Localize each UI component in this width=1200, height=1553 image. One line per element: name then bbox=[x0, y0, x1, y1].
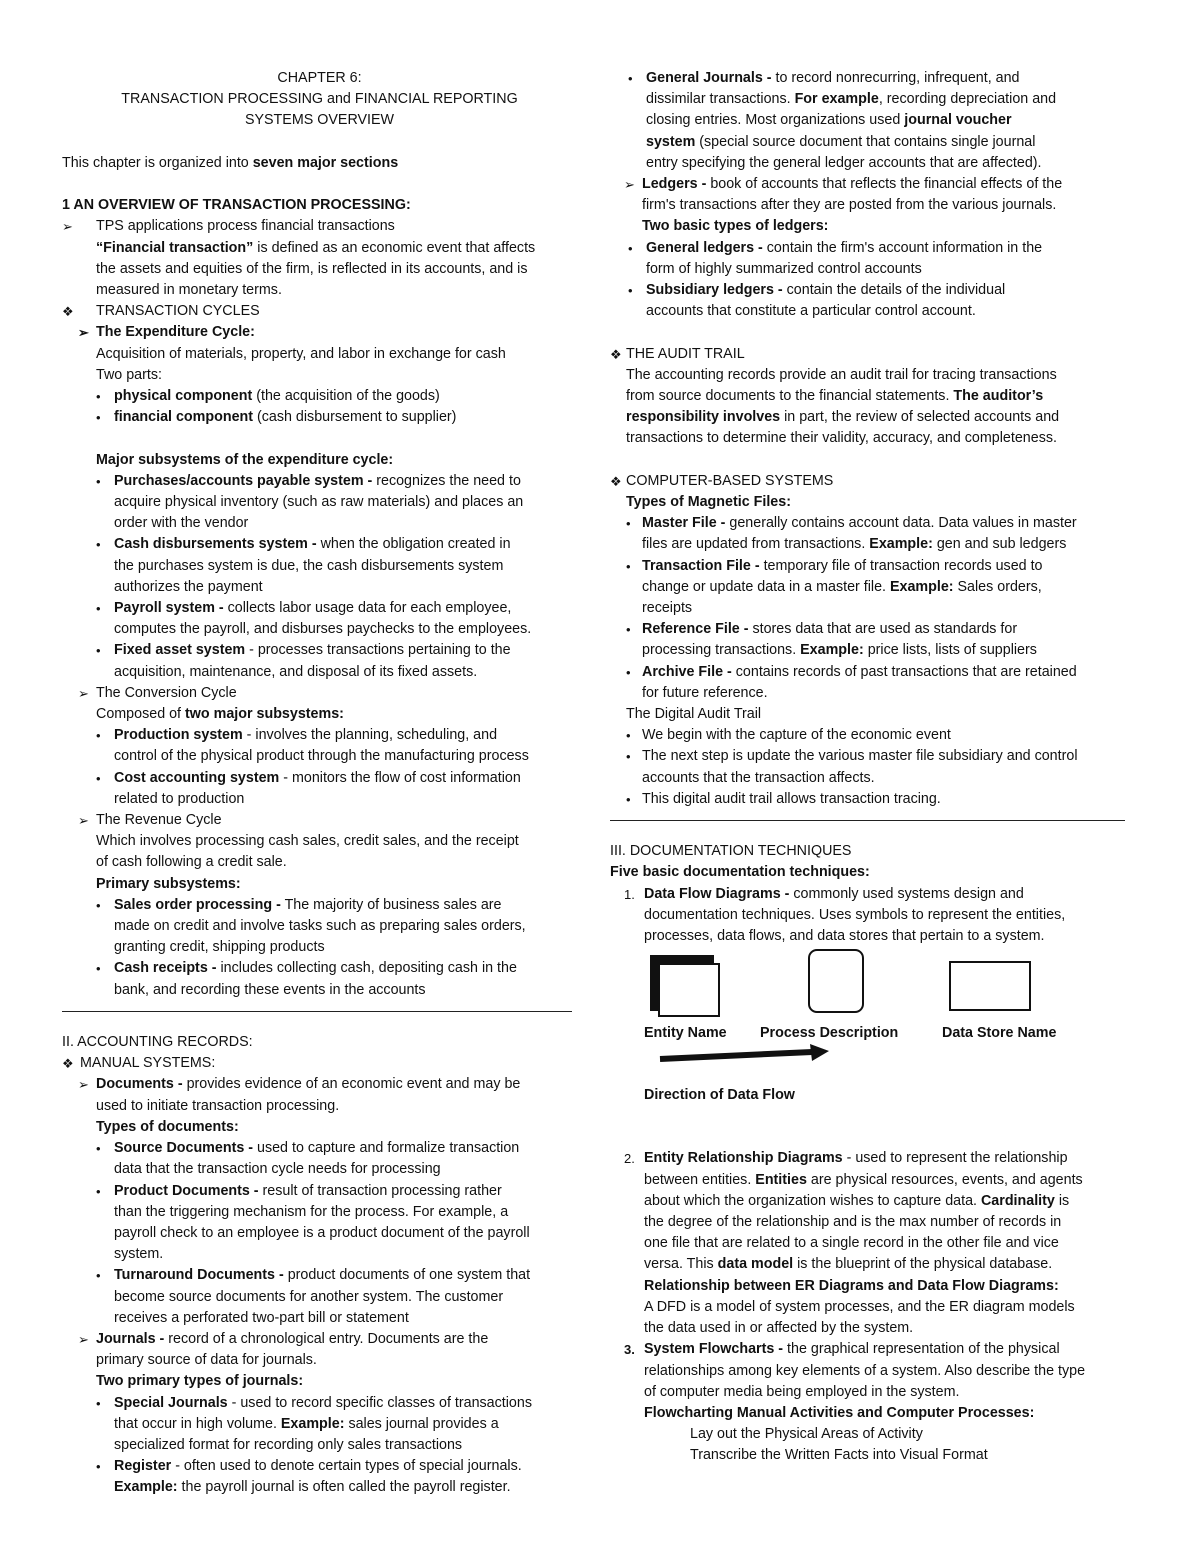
cash-disbursements-line2: the purchases system is due, the cash disbursements system bbox=[114, 557, 504, 574]
dot-bullet-icon: • bbox=[96, 473, 101, 489]
conversion-desc: Composed of two major subsystems: bbox=[96, 706, 344, 723]
general-journals-line3: closing entries. Most organizations used journal voucher bbox=[646, 112, 1012, 129]
master-file-item: • Master File - generally contains account data. Data values in master bbox=[610, 513, 1140, 534]
product-documents-item: • Product Documents - result of transaction processing rather bbox=[62, 1181, 577, 1202]
reference-file-item: • Reference File - stores data that are used as standards for bbox=[610, 619, 1140, 640]
cost-accounting-line2: related to production bbox=[114, 790, 245, 807]
entity-symbol bbox=[658, 963, 720, 1017]
fixed-asset-item: • Fixed asset system - processes transactions pertaining to the bbox=[62, 640, 577, 661]
dot-bullet-icon: • bbox=[96, 897, 101, 913]
transaction-file-item: • Transaction File - temporary file of transaction records used to bbox=[610, 556, 1140, 577]
dot-bullet-icon: • bbox=[96, 728, 101, 744]
section1-heading: 1 AN OVERVIEW OF TRANSACTION PROCESSING: bbox=[62, 197, 411, 214]
erd-dfd-relationship-line2: the data used in or affected by the system. bbox=[644, 1320, 914, 1337]
list-number: 2. bbox=[624, 1151, 635, 1167]
list-number: 3. bbox=[624, 1342, 635, 1358]
arrowhead-bullet-icon: ➢ bbox=[624, 177, 635, 193]
dot-bullet-icon: • bbox=[626, 622, 631, 638]
audit-trail-line3: responsibility involves in part, the review of selected accounts and bbox=[626, 409, 1060, 426]
production-item: • Production system - involves the planning, scheduling, and bbox=[62, 725, 577, 746]
dot-bullet-icon: • bbox=[96, 1183, 101, 1199]
tps-item: ➢ TPS applications process financial transactions bbox=[62, 216, 577, 237]
audit-trail-heading: ❖ THE AUDIT TRAIL bbox=[610, 344, 1140, 365]
documents-line2: used to initiate transaction processing. bbox=[96, 1097, 340, 1114]
dot-bullet-icon: • bbox=[96, 410, 101, 426]
general-journals-item: • General Journals - to record nonrecurring, infrequent, and bbox=[610, 68, 1140, 89]
turnaround-documents-line2: become source documents for another system. The customer bbox=[114, 1288, 504, 1305]
documents-item: ➢ Documents - provides evidence of an economic event and may be bbox=[62, 1074, 577, 1095]
expenditure-desc: Acquisition of materials, property, and labor in exchange for cash bbox=[96, 345, 506, 362]
purchases-item: • Purchases/accounts payable system - recognizes the need to bbox=[62, 471, 577, 492]
audit-trail-line1: The accounting records provide an audit trail for tracing transactions bbox=[626, 366, 1057, 383]
flowcharting-step-1: Lay out the Physical Areas of Activity bbox=[690, 1426, 923, 1443]
section-divider bbox=[62, 1011, 577, 1032]
subsidiary-ledgers-line2: accounts that constitute a particular control account. bbox=[646, 303, 976, 320]
ledgers-line2: firm's transactions after they are posted from the various journals. bbox=[642, 197, 1057, 214]
physical-component-item: • physical component (the acquisition of the goods) bbox=[62, 386, 577, 407]
two-parts-label: Two parts: bbox=[96, 366, 162, 383]
entity-name-label: Entity Name bbox=[644, 1025, 727, 1042]
transaction-file-line2: change or update data in a master file. Example: Sales orders, bbox=[642, 578, 1042, 595]
erd-line5: one file that are related to a single record in the other file and vice bbox=[644, 1235, 1059, 1252]
dfd-line3: processes, data flows, and data stores that pertain to a system. bbox=[644, 928, 1045, 945]
reference-file-line2: processing transactions. Example: price lists, lists of suppliers bbox=[642, 642, 1037, 659]
arrowhead-bullet-icon: ➢ bbox=[78, 1077, 89, 1093]
audit-trail-line2: from source documents to the financial statements. The auditor’s bbox=[626, 388, 1044, 405]
special-journals-item: • Special Journals - used to record specific classes of transactions bbox=[62, 1393, 577, 1414]
left-column bbox=[62, 68, 577, 1499]
dot-bullet-icon: • bbox=[96, 1268, 101, 1284]
dfd-symbols-figure bbox=[610, 947, 1140, 1127]
revenue-line2: of cash following a credit sale. bbox=[96, 854, 287, 871]
manual-systems-heading: ❖ MANUAL SYSTEMS: bbox=[62, 1053, 577, 1074]
financial-transaction-def: “Financial transaction” is defined as an economic event that affects bbox=[96, 239, 536, 256]
flowcharting-step-2: Transcribe the Written Facts into Visual Format bbox=[690, 1447, 988, 1464]
dot-bullet-icon: • bbox=[626, 749, 631, 765]
chapter-title-line1: TRANSACTION PROCESSING and FINANCIAL REPORTING bbox=[121, 91, 518, 108]
register-line2: Example: the payroll journal is often called the payroll register. bbox=[114, 1479, 511, 1496]
section3-heading: III. DOCUMENTATION TECHNIQUES bbox=[610, 843, 852, 860]
product-documents-line3: payroll check to an employee is a product document of the payroll bbox=[114, 1224, 530, 1241]
dot-bullet-icon: • bbox=[626, 664, 631, 680]
conversion-cycle-heading: ➢ The Conversion Cycle bbox=[62, 683, 577, 704]
dfd-line2: documentation techniques. Uses symbols to represent the entities, bbox=[644, 906, 1066, 923]
primary-subsystems-label: Primary subsystems: bbox=[96, 875, 241, 892]
journals-line2: primary source of data for journals. bbox=[96, 1352, 317, 1369]
arrowhead-bullet-icon: ➢ bbox=[78, 685, 89, 701]
cash-receipts-item: • Cash receipts - includes collecting cash, depositing cash in the bbox=[62, 958, 577, 979]
subsidiary-ledgers-item: • Subsidiary ledgers - contain the details of the individual bbox=[610, 280, 1140, 301]
payroll-line2: computes the payroll, and disburses paychecks to the employees. bbox=[114, 621, 532, 638]
purchases-line2: acquire physical inventory (such as raw materials) and places an bbox=[114, 494, 524, 511]
digital-trail-item-2-line2: accounts that the transaction affects. bbox=[642, 769, 875, 786]
cash-disbursements-line3: authorizes the payment bbox=[114, 578, 263, 595]
section2-heading: II. ACCOUNTING RECORDS: bbox=[62, 1034, 253, 1051]
data-store-name-label: Data Store Name bbox=[942, 1025, 1057, 1042]
dot-bullet-icon: • bbox=[626, 728, 631, 744]
dot-bullet-icon: • bbox=[96, 643, 101, 659]
revenue-line1: Which involves processing cash sales, credit sales, and the receipt bbox=[96, 833, 519, 850]
section-divider bbox=[610, 820, 1140, 841]
dot-bullet-icon: • bbox=[628, 240, 633, 256]
data-flow-label: Direction of Data Flow bbox=[644, 1087, 795, 1104]
right-column bbox=[610, 68, 1140, 1467]
arrowhead-bullet-icon: ➢ bbox=[78, 1331, 89, 1347]
general-journals-line4: system (special source document that contains single journal bbox=[646, 133, 1036, 150]
process-description-label: Process Description bbox=[760, 1025, 899, 1042]
dfd-item: 1. Data Flow Diagrams - commonly used systems design and bbox=[610, 884, 1140, 905]
special-journals-line2: that occur in high volume. Example: sales journal provides a bbox=[114, 1415, 499, 1432]
source-documents-item: • Source Documents - used to capture and formalize transaction bbox=[62, 1138, 577, 1159]
erd-line6: versa. This data model is the blueprint of the physical database. bbox=[644, 1256, 1053, 1273]
two-ledgers-label: Two basic types of ledgers: bbox=[642, 218, 829, 235]
dot-bullet-icon: • bbox=[626, 516, 631, 532]
diamond-bullet-icon: ❖ bbox=[62, 304, 74, 320]
dot-bullet-icon: • bbox=[626, 791, 631, 807]
erd-item: 2. Entity Relationship Diagrams - used to represent the relationship bbox=[610, 1148, 1140, 1169]
fixed-asset-line2: acquisition, maintenance, and disposal of its fixed assets. bbox=[114, 663, 478, 680]
cash-receipts-line2: bank, and recording these events in the accounts bbox=[114, 981, 426, 998]
system-flowcharts-line2: relationships among key elements of a system. Also describe the type bbox=[644, 1362, 1086, 1379]
dot-bullet-icon: • bbox=[628, 71, 633, 86]
system-flowcharts-line3: of computer media being employed in the system. bbox=[644, 1383, 960, 1400]
intro-text: This chapter is organized into seven major sections bbox=[62, 154, 399, 171]
types-of-documents-label: Types of documents: bbox=[96, 1118, 239, 1135]
chapter-title-line2: SYSTEMS OVERVIEW bbox=[244, 112, 395, 129]
dot-bullet-icon: • bbox=[96, 601, 101, 617]
journals-item: ➢ Journals - record of a chronological entry. Documents are the bbox=[62, 1329, 577, 1350]
dot-bullet-icon: • bbox=[96, 770, 101, 786]
audit-trail-line4: transactions to determine their validity, accuracy, and completeness. bbox=[626, 430, 1057, 447]
arrowhead-bullet-icon: ➢ bbox=[62, 219, 73, 235]
computer-based-heading: ❖ COMPUTER-BASED SYSTEMS bbox=[610, 471, 1140, 492]
sales-order-line3: granting credit, shipping products bbox=[114, 939, 325, 956]
system-flowcharts-item: 3. System Flowcharts - the graphical representation of the physical bbox=[610, 1339, 1140, 1360]
cost-accounting-item: • Cost accounting system - monitors the flow of cost information bbox=[62, 768, 577, 789]
sales-order-item: • Sales order processing - The majority of business sales are bbox=[62, 895, 577, 916]
payroll-item: • Payroll system - collects labor usage data for each employee, bbox=[62, 598, 577, 619]
erd-line2: between entities. Entities are physical resources, events, and agents bbox=[644, 1171, 1083, 1188]
source-documents-line2: data that the transaction cycle needs for processing bbox=[114, 1161, 441, 1178]
arrowhead-bullet-icon: ➢ bbox=[78, 325, 89, 341]
diamond-bullet-icon: ❖ bbox=[610, 346, 622, 362]
general-journals-line5: entry specifying the general ledger accounts that are affected). bbox=[646, 154, 1042, 171]
master-file-line2: files are updated from transactions. Example: gen and sub ledgers bbox=[642, 536, 1067, 553]
transaction-file-line3: receipts bbox=[642, 600, 693, 617]
special-journals-line3: specialized format for recording only sales transactions bbox=[114, 1436, 463, 1453]
process-symbol bbox=[808, 949, 864, 1013]
erd-line3: about which the organization wishes to capture data. Cardinality is bbox=[644, 1192, 1070, 1209]
two-journals-label: Two primary types of journals: bbox=[96, 1373, 304, 1390]
dot-bullet-icon: • bbox=[626, 558, 631, 574]
digital-trail-item-3: • This digital audit trail allows transaction tracing. bbox=[610, 789, 1140, 810]
digital-trail-item-2: • The next step is update the various master file subsidiary and control bbox=[610, 746, 1140, 767]
purchases-line3: order with the vendor bbox=[114, 515, 249, 532]
turnaround-documents-item: • Turnaround Documents - product documents of one system that bbox=[62, 1265, 577, 1286]
erd-dfd-relationship-label: Relationship between ER Diagrams and Data Flow Diagrams: bbox=[644, 1277, 1059, 1294]
major-subsystems-label: Major subsystems of the expenditure cycle: bbox=[96, 451, 394, 468]
register-item: • Register - often used to denote certain types of special journals. bbox=[62, 1456, 577, 1477]
production-line2: control of the physical product through the manufacturing process bbox=[114, 748, 529, 765]
diamond-bullet-icon: ❖ bbox=[62, 1056, 74, 1072]
dot-bullet-icon: • bbox=[96, 537, 101, 553]
chapter-label: CHAPTER 6: bbox=[277, 70, 362, 86]
dot-bullet-icon: • bbox=[96, 1141, 101, 1157]
magnetic-files-label: Types of Magnetic Files: bbox=[626, 494, 791, 511]
flowcharting-heading: Flowcharting Manual Activities and Computer Processes: bbox=[644, 1404, 1035, 1421]
archive-file-line2: for future reference. bbox=[642, 684, 768, 701]
dot-bullet-icon: • bbox=[96, 1395, 101, 1411]
financial-component-item: • financial component (cash disbursement to supplier) bbox=[62, 407, 577, 428]
cash-disbursements-item: • Cash disbursements system - when the obligation created in bbox=[62, 534, 577, 555]
turnaround-documents-line3: receives a perforated two-part bill or statement bbox=[114, 1309, 409, 1326]
general-ledgers-item: • General ledgers - contain the firm's account information in the bbox=[610, 238, 1140, 259]
five-techniques-label: Five basic documentation techniques: bbox=[610, 864, 870, 881]
product-documents-line2: than the triggering mechanism for the process. For example, a bbox=[114, 1203, 509, 1220]
list-number: 1. bbox=[624, 886, 635, 902]
dot-bullet-icon: • bbox=[96, 961, 101, 977]
general-journals-line2: dissimilar transactions. For example, recording depreciation and bbox=[646, 91, 1057, 108]
general-ledgers-line2: form of highly summarized control accounts bbox=[646, 260, 922, 277]
erd-line4: the degree of the relationship and is the max number of records in bbox=[644, 1214, 1062, 1231]
digital-trail-item-1: • We begin with the capture of the economic event bbox=[610, 725, 1140, 746]
diamond-bullet-icon: ❖ bbox=[610, 473, 622, 489]
dot-bullet-icon: • bbox=[96, 1459, 101, 1475]
ledgers-item: ➢ Ledgers - book of accounts that reflects the financial effects of the bbox=[610, 174, 1140, 195]
erd-dfd-relationship-line1: A DFD is a model of system processes, and the ER diagram models bbox=[644, 1298, 1075, 1315]
dot-bullet-icon: • bbox=[96, 389, 101, 405]
transaction-cycles-heading: ❖ TRANSACTION CYCLES bbox=[62, 301, 577, 322]
sales-order-line2: made on credit and involve tasks such as preparing sales orders, bbox=[114, 918, 526, 935]
data-store-symbol bbox=[949, 961, 1031, 1011]
archive-file-item: • Archive File - contains records of past transactions that are retained bbox=[610, 662, 1140, 683]
financial-transaction-line3: measured in monetary terms. bbox=[96, 282, 282, 298]
product-documents-line4: system. bbox=[114, 1246, 164, 1263]
data-flow-arrow-icon bbox=[650, 1043, 830, 1067]
arrowhead-bullet-icon: ➢ bbox=[78, 813, 89, 829]
revenue-cycle-heading: ➢ The Revenue Cycle bbox=[62, 810, 577, 831]
financial-transaction-line2: the assets and equities of the firm, is reflected in its accounts, and is bbox=[96, 260, 528, 277]
digital-audit-trail-label: The Digital Audit Trail bbox=[626, 706, 762, 723]
expenditure-cycle-heading: ➢ The Expenditure Cycle: bbox=[62, 322, 577, 343]
dot-bullet-icon: • bbox=[628, 283, 633, 299]
